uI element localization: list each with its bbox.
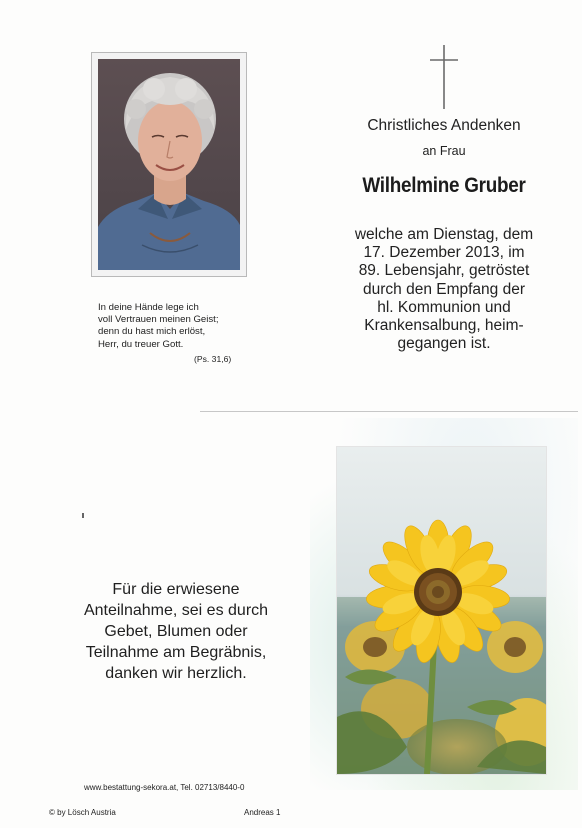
thanks-line: Für die erwiesene [112,581,240,598]
verse-reference: (Ps. 31,6) [194,354,232,364]
sunflower-illustration [337,447,546,774]
portrait-illustration [98,59,240,270]
thank-you-text [60,579,292,684]
notice-line: 17. Dezember 2013, im [363,244,525,262]
bible-verse [98,302,258,351]
cross-icon [429,44,459,110]
verse-line: In deine Hände lege ich [98,302,199,313]
verse-line: voll Vertrauen meinen Geist; [98,314,219,326]
sunflower-photo [337,447,546,774]
portrait-frame [91,52,247,277]
copyright-notice: © by Lösch Austria [49,808,116,817]
thanks-line: Teilnahme am Begräbnis, [85,644,267,661]
notice-line: welche am Dienstag, dem [354,226,534,243]
deceased-name: Wilhelmine Gruber [362,174,526,197]
print-mark [82,513,84,518]
notice-line: 89. Lebensjahr, getröstet [358,262,530,280]
notice-line: Krankensalbung, heim- [364,317,524,335]
thanks-line: Gebet, Blumen oder [104,623,248,640]
thanks-line: Anteilnahme, sei es durch [83,602,269,619]
thanks-line: danken wir herzlich. [105,665,247,682]
verse-line: denn du hast mich erlöst, [98,326,206,338]
memorial-title: Christliches Andenken [367,117,521,134]
design-code: Andreas 1 [244,808,281,817]
verse-line: Herr, du treuer Gott. [98,338,184,350]
notice-line: hl. Kommunion und [377,298,511,316]
notice-line: gegangen ist. [397,335,491,353]
portrait-photo [98,59,240,270]
funeral-home-contact: www.bestattung-sekora.at, Tel. 02713/8440-0 [84,783,245,792]
notice-line: durch den Empfang der [363,280,525,298]
fold-divider [200,411,578,412]
salutation: an Frau [422,144,466,158]
death-notice [330,226,558,353]
